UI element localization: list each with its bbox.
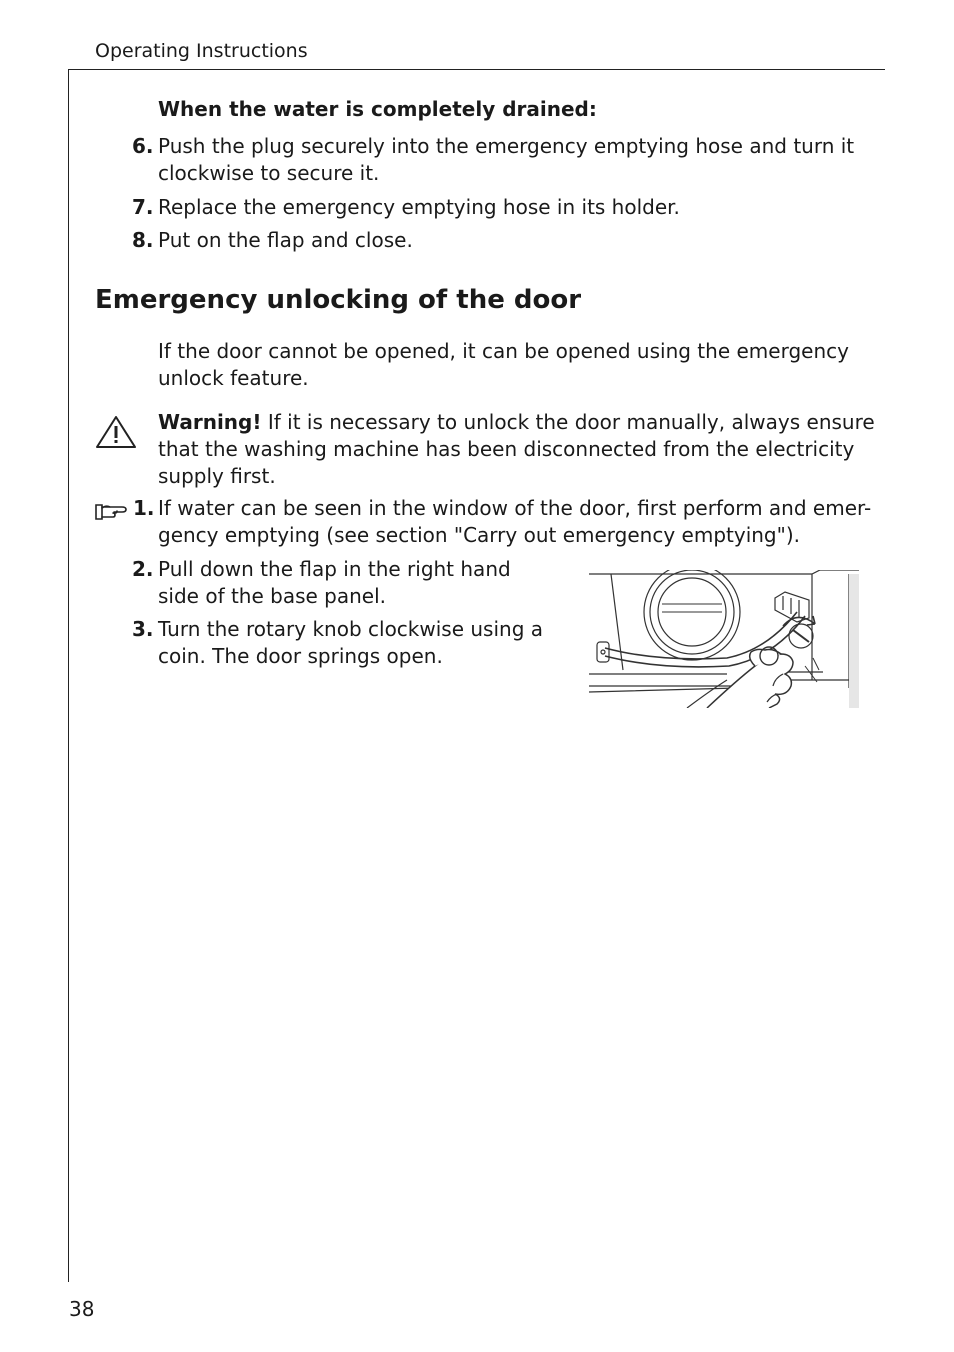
step-text: If water can be seen in the window of the door, first perform and emer-	[158, 496, 872, 520]
step-text: Turn the rotary knob clockwise using a	[158, 617, 544, 641]
step-number: 6.	[132, 134, 154, 158]
step-text: Push the plug securely into the emergency emptying hose and turn it	[158, 134, 855, 158]
step-text: Pull down the flap in the right hand	[158, 557, 511, 581]
running-head: Operating Instructions	[95, 40, 308, 62]
warning-label: Warning!	[158, 410, 262, 434]
intro-text: unlock feature.	[158, 366, 309, 390]
warning-text-rest: If it is necessary to unlock the door manually, always ensure	[261, 410, 875, 434]
step-text: gency emptying (see section "Carry out emergency emptying").	[158, 523, 800, 547]
section-heading: Emergency unlocking of the door	[95, 285, 582, 315]
step-number: 1.	[133, 496, 155, 520]
pointing-hand-icon	[94, 500, 128, 522]
warning-text	[158, 409, 875, 436]
warning-triangle-icon	[95, 415, 137, 449]
step-text: Replace the emergency emptying hose in its holder.	[158, 195, 680, 219]
step-number: 7.	[132, 195, 154, 219]
warning-text: that the washing machine has been disconnected from the electricity	[158, 437, 855, 461]
step-text: side of the base panel.	[158, 584, 387, 608]
step-number: 3.	[132, 617, 154, 641]
door-emergency-release-illustration	[587, 570, 859, 708]
top-rule	[69, 69, 885, 70]
page-number: 38	[69, 1297, 95, 1321]
step-text: clockwise to secure it.	[158, 161, 380, 185]
left-rule	[68, 69, 69, 1282]
step-number: 8.	[132, 228, 154, 252]
step-number: 2.	[132, 557, 154, 581]
intro-text: If the door cannot be opened, it can be opened using the emergency	[158, 339, 849, 363]
step-text: coin. The door springs open.	[158, 644, 443, 668]
warning-text: supply first.	[158, 464, 276, 488]
step-text: Put on the flap and close.	[158, 228, 413, 252]
drained-subhead: When the water is completely drained:	[158, 97, 597, 121]
